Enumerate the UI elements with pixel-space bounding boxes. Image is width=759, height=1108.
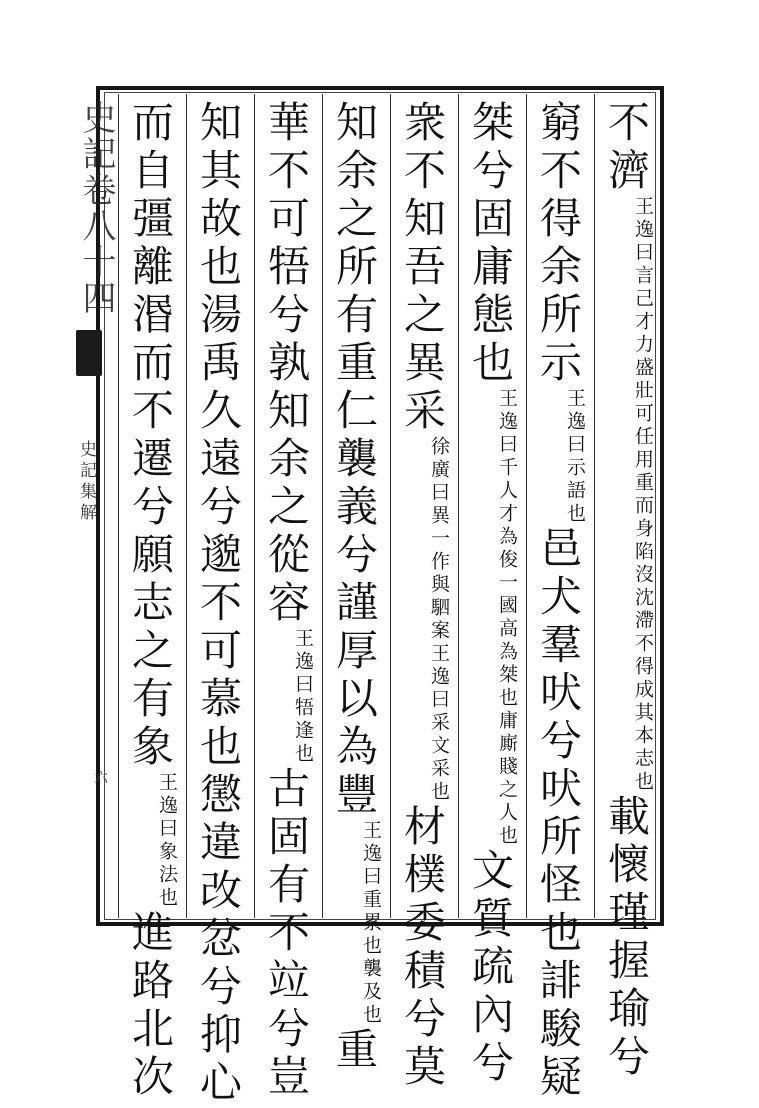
note-line: 王逸曰重累 [360, 820, 382, 935]
column-text [460, 100, 520, 1088]
note-line: 高為桀也庸廝賤之人也 [496, 618, 518, 848]
note-line: 案王逸曰采文采也 [428, 620, 450, 804]
main-text: 重 [330, 1027, 379, 1075]
note-line: 也襲及也 [360, 935, 382, 1027]
main-text: 古固有不竝兮豈 [262, 766, 311, 1102]
column-text [596, 100, 656, 1082]
main-text: 載懷瑾握瑜兮 [602, 794, 651, 1082]
text-column [460, 100, 528, 1088]
column-rule [118, 94, 119, 918]
main-text: 而自彊離湣而不遷兮願志之有象 [126, 100, 175, 772]
main-text: 知其故也湯禹久遠兮邈不可慕也懲違改忿兮抑心 [194, 100, 243, 1108]
note-line: 牾逢也 [292, 697, 314, 766]
main-text: 桀兮固庸態也 [466, 100, 515, 388]
note-line: 象法也 [156, 841, 178, 910]
note-line: 而身陷沒沈滯不得成其本志也 [632, 495, 654, 794]
main-text: 窮不得余所示 [534, 100, 583, 388]
text-column [324, 100, 392, 1075]
text-column [392, 100, 460, 1092]
gutter-title: 史記卷八十四 [76, 100, 116, 316]
main-text: 知余之所有重仁襲義兮謹厚以為豐 [330, 100, 379, 820]
text-column [120, 100, 188, 1102]
gutter-book-title: 史記集解 [76, 440, 96, 524]
main-text: 文質疏內兮 [466, 848, 515, 1088]
main-text: 華不可牾兮孰知余之從容 [262, 100, 311, 628]
note-line: 王逸曰 [156, 772, 178, 841]
note-line: 徐廣曰異一作與駟 [428, 436, 450, 620]
main-text: 材樸委積兮莫 [398, 804, 447, 1092]
main-text: 衆不知吾之異采 [398, 100, 447, 436]
note-line: 示語也 [564, 457, 586, 526]
page-number: 六 [92, 770, 108, 784]
commentary-note [290, 628, 316, 766]
commentary-note [426, 436, 452, 804]
text-column [528, 100, 596, 1102]
commentary-note [494, 388, 520, 848]
column-text [188, 100, 248, 1108]
column-text [256, 100, 316, 1102]
column-text [120, 100, 180, 1102]
note-line: 王逸曰 [292, 628, 314, 697]
text-column [188, 100, 256, 1108]
main-text: 邑犬羣吠兮吠所怪也誹駿疑 [534, 526, 583, 1102]
main-text: 不濟 [602, 100, 651, 196]
commentary-note [358, 820, 384, 1027]
commentary-note [154, 772, 180, 910]
column-text [528, 100, 588, 1102]
fish-tail-mark [76, 330, 102, 376]
commentary-note [630, 196, 656, 794]
column-text [392, 100, 452, 1092]
note-line: 王逸曰 [564, 388, 586, 457]
note-line: 王逸曰言己才力盛壯可任用重 [632, 196, 654, 495]
commentary-note [562, 388, 588, 526]
text-column [256, 100, 324, 1102]
column-text [324, 100, 384, 1075]
note-line: 王逸曰千人才為俊一國 [496, 388, 518, 618]
main-text: 進路北次 [126, 910, 175, 1102]
text-column [596, 100, 664, 1082]
